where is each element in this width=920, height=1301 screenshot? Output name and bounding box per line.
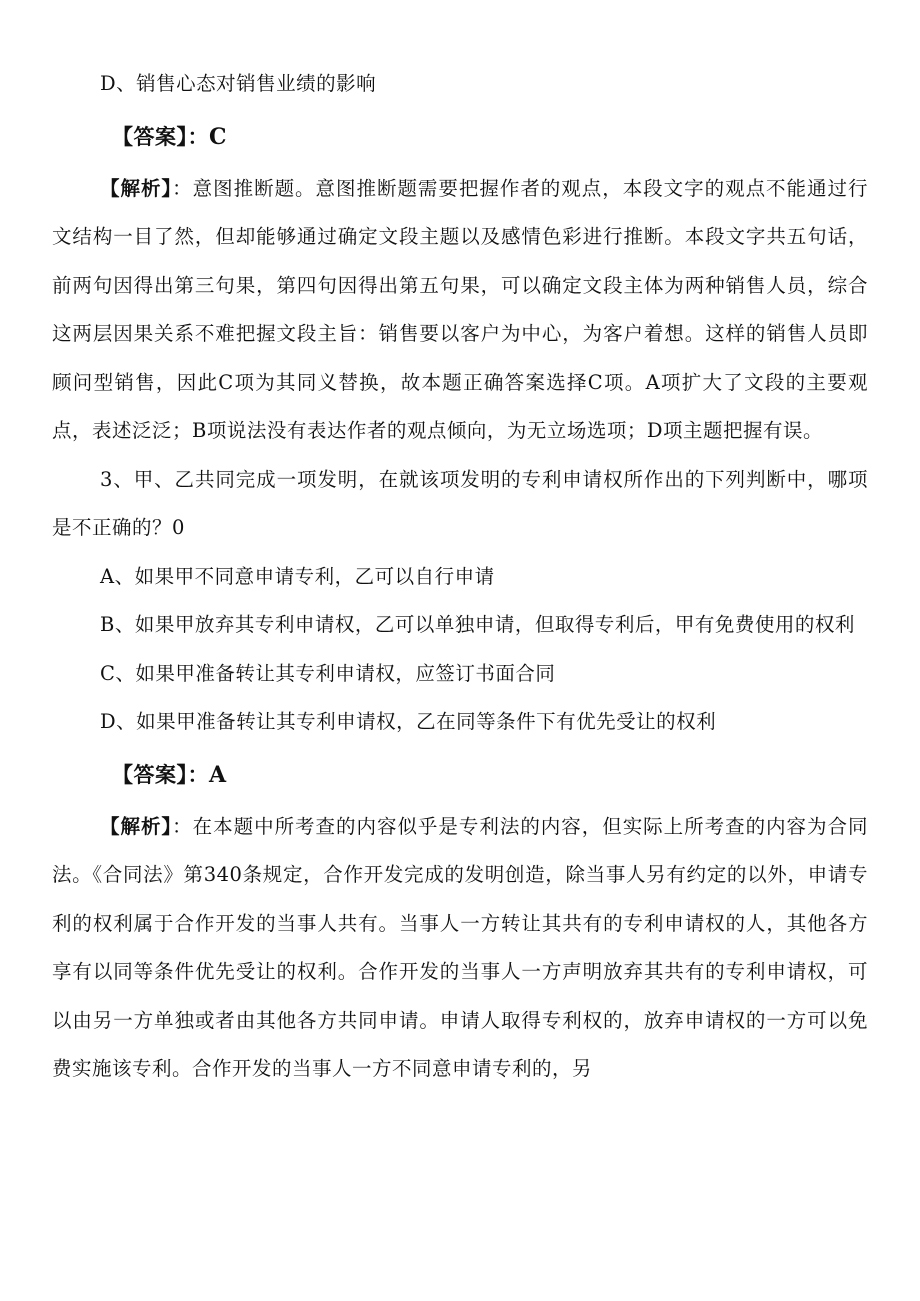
q3-option-c: C、如果甲准备转让其专利申请权，应签订书面合同 — [100, 661, 556, 685]
q3-analysis-text: ：在本题中所考查的内容似乎是专利法的内容，但实际上所考查的内容为合同法。《合同法》第340条规定，合作开发完成的发明创造，除当事人另有约定的以外，申请专利的权利属于合作开发的当事人共有。当事人一方转让其共有的专利申请权的人，其他各方享有以同等条件优先受让的权利。合作开发的当事人一方声明放弃其共有的专利申请权，可以由另一方单独或者由其他各方共同申请。申请人取得专利权的，放弃申请权的一方可以免费实施该专利。合作开发的当事人一方不同意申请专利的，另 — [52, 814, 868, 1080]
q2-answer-letter: C — [209, 123, 228, 150]
q2-analysis — [52, 165, 868, 456]
q2-answer-label: 【答案】： — [112, 124, 209, 149]
q2-analysis-text: ：意图推断题。意图推断题需要把握作者的观点，本段文字的观点不能通过行文结构一目了然，但却能够通过确定文段主题以及感情色彩进行推断。本段文字共五句话，前两句因得出第三句果，第四句因得出第五句果，可以确定文段主体为两种销售人员，综合这两层因果关系不难把握文段主旨：销售要以客户为中心，为客户着想。这样的销售人员即顾问型销售，因此C项为其同义替换，故本题正确答案选择C项。A项扩大了文段的主要观点，表述泛泛；B项说法没有表达作者的观点倾向，为无立场选项；D项主题把握有误。 — [52, 176, 868, 442]
q2-option-d: D、销售心态对销售业绩的影响 — [100, 72, 377, 95]
q3-answer-label: 【答案】： — [112, 762, 209, 787]
q3-option-a: A、如果甲不同意申请专利，乙可以自行申请 — [100, 564, 495, 588]
q2-analysis-label: 【解析】 — [100, 176, 173, 200]
q2-answer — [52, 109, 868, 165]
q3-question: 3、甲、乙共同完成一项发明，在就该项发明的专利申请权所作出的下列判断中，哪项是不正确的？0 — [52, 467, 868, 539]
q3-option-d: D、如果甲准备转让其专利申请权，乙在同等条件下有优先受让的权利 — [100, 710, 717, 733]
q3-analysis-label: 【解析】 — [100, 814, 173, 838]
q3-analysis — [52, 803, 868, 1094]
q3-answer-letter: A — [209, 761, 227, 788]
q3-answer — [52, 747, 868, 803]
q3-option-b: B、如果甲放弃其专利申请权，乙可以单独申请，但取得专利后，甲有免费使用的权利 — [100, 613, 855, 636]
